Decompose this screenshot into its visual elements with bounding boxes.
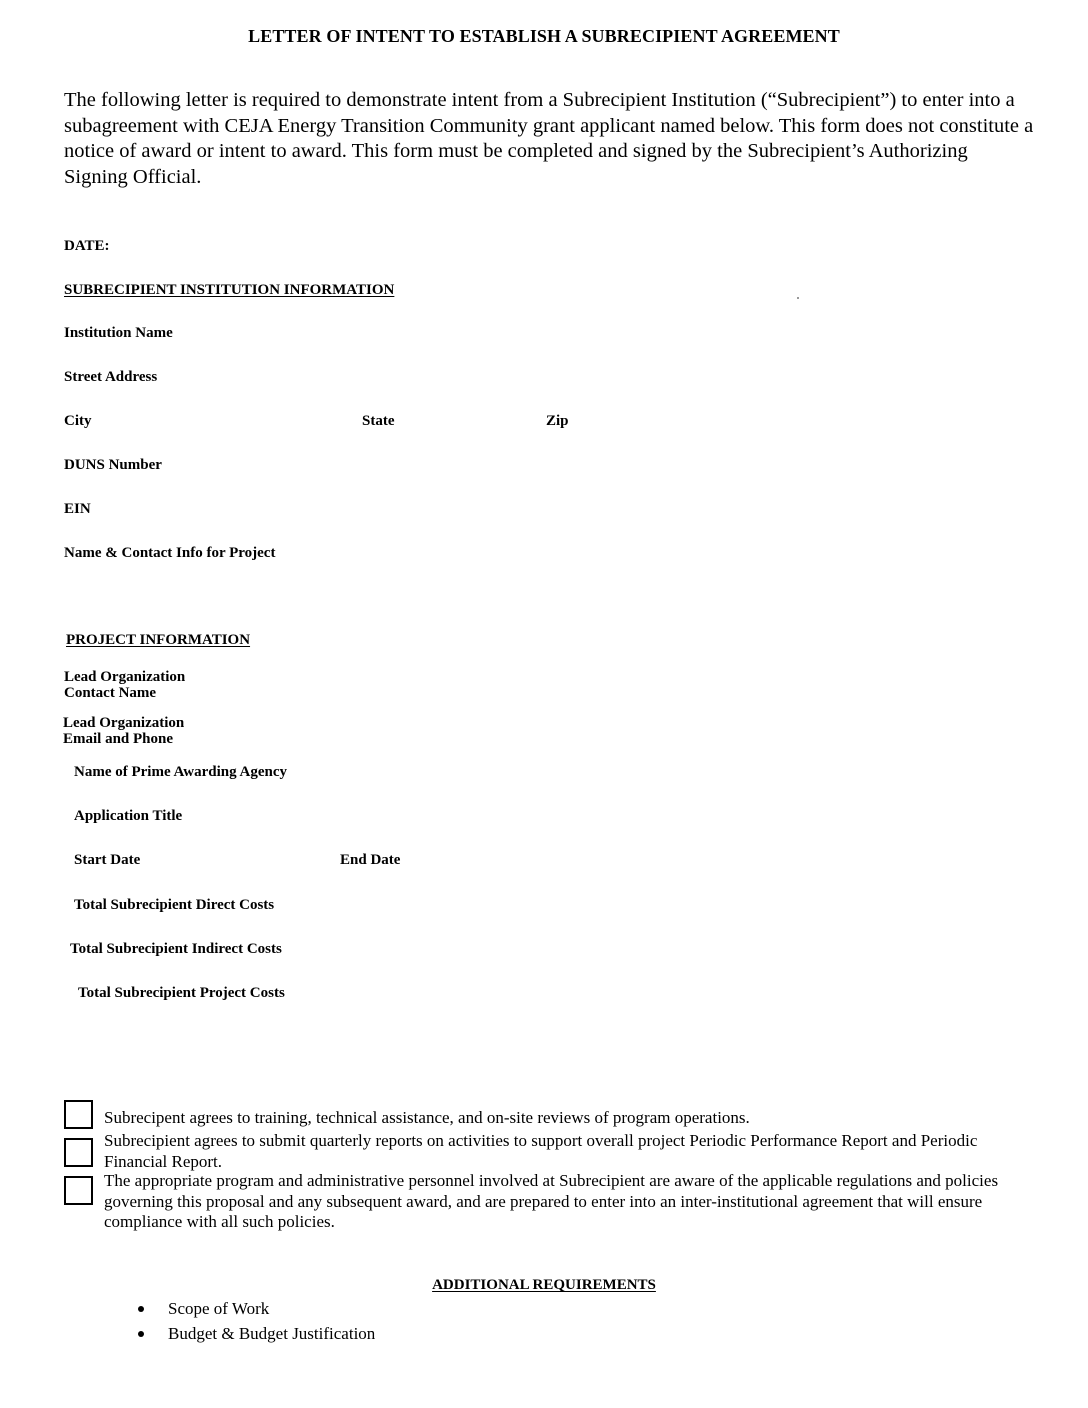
- state-label: State: [362, 413, 395, 429]
- agreement-checkbox-3[interactable]: [64, 1176, 93, 1205]
- street-address-label: Street Address: [64, 369, 158, 385]
- stray-dot: [797, 297, 799, 299]
- agreement-checkbox-2[interactable]: [64, 1138, 93, 1167]
- lead-contact-line2: Contact Name: [64, 685, 157, 701]
- list-item: [136, 1296, 375, 1321]
- city-label: City: [64, 413, 92, 429]
- project-section-heading: PROJECT INFORMATION: [66, 632, 251, 648]
- list-item: [136, 1321, 375, 1346]
- lead-email-label: [63, 715, 184, 747]
- lead-email-line2: Email and Phone: [63, 731, 174, 747]
- end-date-label: End Date: [340, 852, 401, 868]
- agreement-text-1: Subrecipent agrees to training, technical assistance, and on-site reviews of program operations.: [104, 1108, 750, 1127]
- additional-requirements-heading: [0, 1277, 1088, 1294]
- date-label: DATE:: [64, 238, 110, 254]
- lead-contact-line1: Lead Organization: [64, 669, 186, 685]
- indirect-costs-label: Total Subrecipient Indirect Costs: [70, 941, 282, 957]
- lead-contact-label: [64, 669, 185, 701]
- application-title-label: Application Title: [74, 808, 183, 824]
- zip-label: Zip: [546, 413, 569, 429]
- prime-agency-label: Name of Prime Awarding Agency: [74, 764, 288, 780]
- project-contact-label: Name & Contact Info for Project: [64, 545, 276, 561]
- list-item-text: Scope of Work: [168, 1299, 270, 1318]
- document-title: LETTER OF INTENT TO ESTABLISH A SUBRECIPIENT AGREEMENT: [248, 26, 840, 46]
- agreement-text-3: The appropriate program and administrative personnel involved at Subrecipient are aware of the applicable regulations and policies governing this proposal and any subsequent award, and are prepared to enter into an inter-institutional agreement that will ensure compliance with all such policies.: [104, 1171, 999, 1231]
- ein-label: EIN: [64, 501, 91, 517]
- intro-paragraph: The following letter is required to demonstrate intent from a Subrecipient Institution (“Subrecipient”) to enter into a subagreement with CEJA Energy Transition Community grant applicant named below. This form does not constitute a notice of award or intent to award. This form must be completed and signed by the Subrecipient’s Authorizing Signing Official.: [64, 89, 1034, 189]
- project-costs-label: Total Subrecipient Project Costs: [78, 985, 285, 1001]
- additional-requirements-heading-text: ADDITIONAL REQUIREMENTS: [432, 1277, 656, 1293]
- lead-email-line1: Lead Organization: [63, 715, 185, 731]
- bullet-icon: [138, 1331, 144, 1337]
- institution-name-label: Institution Name: [64, 325, 173, 341]
- list-item-text: Budget & Budget Justification: [168, 1324, 376, 1343]
- duns-label: DUNS Number: [64, 457, 162, 473]
- subrecipient-section-heading: SUBRECIPIENT INSTITUTION INFORMATION: [64, 282, 395, 298]
- additional-requirements-list: [136, 1296, 375, 1346]
- bullet-icon: [138, 1306, 144, 1312]
- agreement-checkbox-1[interactable]: [64, 1100, 93, 1129]
- start-date-label: Start Date: [74, 852, 141, 868]
- agreement-text-2: Subrecipient agrees to submit quarterly reports on activities to support overall project Periodic Performance Report and Periodic Financial Report.: [104, 1131, 978, 1171]
- direct-costs-label: Total Subrecipient Direct Costs: [74, 897, 275, 913]
